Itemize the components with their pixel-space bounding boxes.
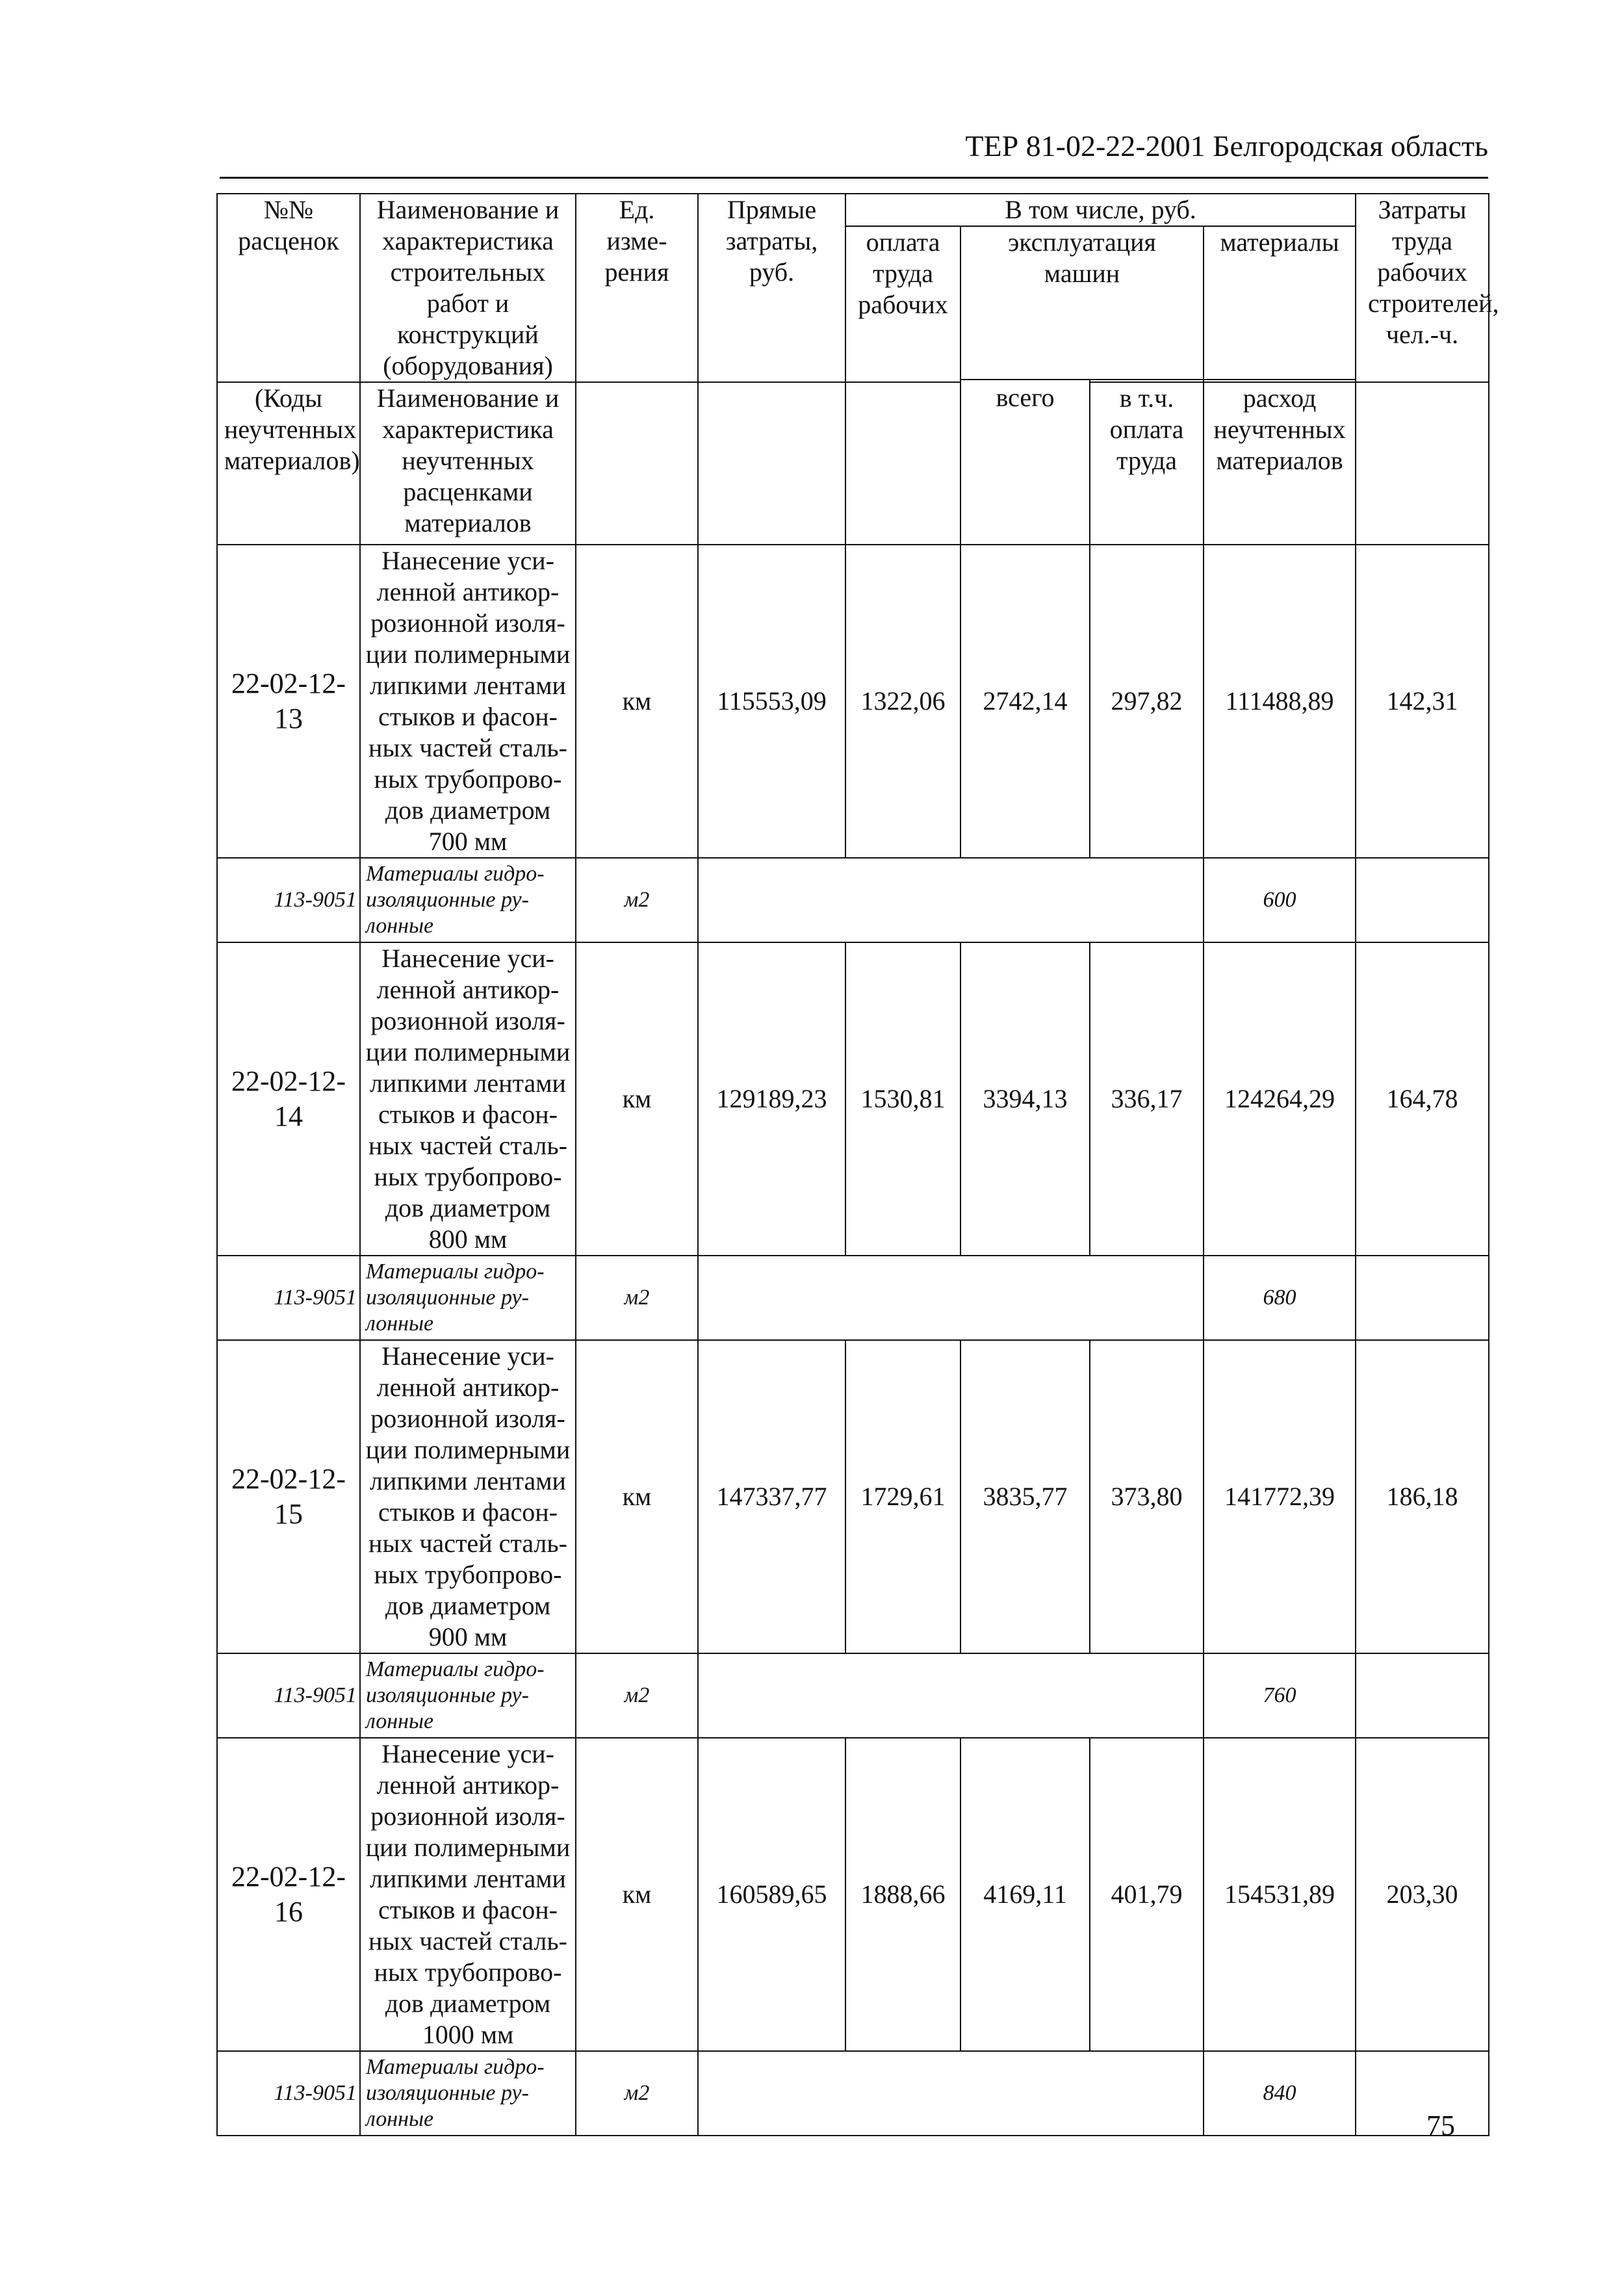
materials-cost: 154531,89 xyxy=(1204,1738,1356,2051)
text-line: изоляционные ру- xyxy=(366,2081,529,2105)
text-line: Материалы гидро- xyxy=(366,1657,545,1681)
material-blank xyxy=(698,1653,1204,1738)
materials-cost: 141772,39 xyxy=(1204,1340,1356,1653)
text-line: ленной антикор- xyxy=(376,1373,560,1402)
direct-costs: 115553,09 xyxy=(698,545,845,858)
text-line: 900 мм xyxy=(428,1622,508,1651)
text-line: розионной изоля- xyxy=(370,608,565,638)
text-line: 700 мм xyxy=(428,827,508,856)
labor-pay: 1729,61 xyxy=(845,1340,960,1653)
text-line: Материалы гидро- xyxy=(366,2055,545,2079)
header-labor-hours: Затраты труда рабочих строителей, чел.-ч. xyxy=(1356,194,1489,382)
text-line: ции полимерными xyxy=(365,1037,571,1066)
text-line: липкими лентами xyxy=(370,671,566,700)
text-line: Нанесение уси- xyxy=(381,546,554,575)
text-line: ных частей сталь- xyxy=(368,1131,567,1160)
header-rule xyxy=(220,177,1488,179)
unit: км xyxy=(576,942,698,1256)
direct-costs: 129189,23 xyxy=(698,942,845,1256)
machines-labor-pay: 336,17 xyxy=(1090,942,1204,1256)
material-code: 113-9051 xyxy=(217,858,360,942)
header-machines: эксплуатация машин xyxy=(960,226,1204,380)
material-consumption: 840 xyxy=(1204,2051,1356,2136)
material-row xyxy=(217,1653,1489,1738)
material-blank xyxy=(1356,1256,1489,1340)
unit: км xyxy=(576,1738,698,2051)
text-line: розионной изоля- xyxy=(370,1006,565,1035)
text-line: стыков и фасон- xyxy=(378,702,558,731)
text-line: лонные xyxy=(366,2107,434,2131)
unit: км xyxy=(576,545,698,858)
text-line: 14 xyxy=(274,1100,303,1132)
text-line: ленной антикор- xyxy=(376,975,560,1004)
machines-labor-pay: 297,82 xyxy=(1090,545,1204,858)
header-machines-pay: в т.ч. оплата труда xyxy=(1090,382,1204,545)
material-blank xyxy=(698,858,1204,942)
text-line: 22-02-12- xyxy=(231,1463,346,1495)
text-line: лонные xyxy=(366,1311,434,1336)
text-line: ции полимерными xyxy=(365,1435,571,1464)
text-line: розионной изоля- xyxy=(370,1404,565,1433)
labor-hours: 186,18 xyxy=(1356,1340,1489,1653)
machines-labor-pay: 401,79 xyxy=(1090,1738,1204,2051)
text-line: 15 xyxy=(274,1498,303,1530)
material-consumption: 760 xyxy=(1204,1653,1356,1738)
text-line: Материалы гидро- xyxy=(366,862,545,886)
table-body xyxy=(217,545,1489,2136)
labor-pay: 1322,06 xyxy=(845,545,960,858)
rate-code xyxy=(217,1340,360,1653)
text-line: ных трубопрово- xyxy=(374,1560,562,1589)
text-line: 1000 мм xyxy=(422,2020,514,2049)
material-unit: м2 xyxy=(576,1256,698,1340)
page-number: 75 xyxy=(1426,2110,1455,2141)
material-row xyxy=(217,2051,1489,2136)
material-code: 113-9051 xyxy=(217,1653,360,1738)
header-machines-total: всего xyxy=(960,382,1090,545)
text-line: изоляционные ру- xyxy=(366,888,529,912)
text-line: 22-02-12- xyxy=(231,667,346,699)
text-line: стыков и фасон- xyxy=(378,1100,558,1129)
text-line: Нанесение уси- xyxy=(381,1341,554,1371)
material-unit: м2 xyxy=(576,1653,698,1738)
machines-labor-pay: 373,80 xyxy=(1090,1340,1204,1653)
text-line: дов диаметром xyxy=(385,1989,551,2018)
text-line: Нанесение уси- xyxy=(381,944,554,973)
header-direct: Прямые затраты, руб. xyxy=(698,194,845,382)
labor-hours: 142,31 xyxy=(1356,545,1489,858)
header-labor-pay: оплата труда рабочих xyxy=(845,226,960,382)
machines-total: 2742,14 xyxy=(960,545,1090,858)
direct-costs: 147337,77 xyxy=(698,1340,845,1653)
labor-hours: 203,30 xyxy=(1356,1738,1489,2051)
header-code: №№ расценок xyxy=(217,194,360,382)
table-row xyxy=(217,1340,1489,1653)
labor-hours: 164,78 xyxy=(1356,942,1489,1256)
header-name: Наименование и характеристика строительных работ и конструкций (оборудования) xyxy=(360,194,576,382)
machines-total: 4169,11 xyxy=(960,1738,1090,2051)
material-blank xyxy=(698,1256,1204,1340)
header-blank xyxy=(698,382,845,545)
header-blank xyxy=(1356,382,1489,545)
text-line: ных трубопрово- xyxy=(374,1162,562,1191)
material-unit: м2 xyxy=(576,858,698,942)
header-blank xyxy=(845,382,960,545)
table-row xyxy=(217,942,1489,1256)
text-line: стыков и фасон- xyxy=(378,1497,558,1527)
header-materials: материалы xyxy=(1204,226,1356,380)
text-line: стыков и фасон- xyxy=(378,1895,558,1924)
header-materials-consumption: расход неучтенных материалов xyxy=(1204,382,1356,545)
material-consumption: 680 xyxy=(1204,1256,1356,1340)
work-name xyxy=(360,942,576,1256)
machines-total: 3835,77 xyxy=(960,1340,1090,1653)
text-line: лонные xyxy=(366,914,434,938)
material-unit: м2 xyxy=(576,2051,698,2136)
labor-pay: 1888,66 xyxy=(845,1738,960,2051)
material-name xyxy=(360,1653,576,1738)
text-line: 800 мм xyxy=(428,1224,508,1254)
text-line: розионной изоля- xyxy=(370,1802,565,1831)
header-name-unaccounted: Наименование и характеристика неучтенных расценками материалов xyxy=(360,382,576,545)
material-consumption: 600 xyxy=(1204,858,1356,942)
text-line: ленной антикор- xyxy=(376,577,560,606)
text-line: 22-02-12- xyxy=(231,1861,346,1893)
table-row xyxy=(217,545,1489,858)
material-code: 113-9051 xyxy=(217,1256,360,1340)
material-row xyxy=(217,1256,1489,1340)
material-row xyxy=(217,858,1489,942)
material-blank xyxy=(1356,2051,1489,2136)
material-name xyxy=(360,2051,576,2136)
page-header-title: ТЕР 81-02-22-2001 Белгородская область xyxy=(965,129,1488,162)
text-line: липкими лентами xyxy=(370,1466,566,1495)
material-name xyxy=(360,1256,576,1340)
material-blank xyxy=(1356,1653,1489,1738)
work-name xyxy=(360,1738,576,2051)
text-line: липкими лентами xyxy=(370,1068,566,1098)
direct-costs: 160589,65 xyxy=(698,1738,845,2051)
material-code: 113-9051 xyxy=(217,2051,360,2136)
text-line: ции полимерными xyxy=(365,640,571,669)
text-line: липкими лентами xyxy=(370,1864,566,1893)
text-line: дов диаметром xyxy=(385,1591,551,1620)
header-blank xyxy=(576,382,698,545)
text-line: дов диаметром xyxy=(385,795,551,825)
machines-total: 3394,13 xyxy=(960,942,1090,1256)
text-line: ных частей сталь- xyxy=(368,733,567,762)
text-line: ных трубопрово- xyxy=(374,764,562,794)
header-unit: Ед. изме-рения xyxy=(576,194,698,382)
material-blank xyxy=(698,2051,1204,2136)
text-line: лонные xyxy=(366,1709,434,1733)
header-including: В том числе, руб. xyxy=(845,194,1356,226)
text-line: ных частей сталь- xyxy=(368,1926,567,1956)
materials-cost: 124264,29 xyxy=(1204,942,1356,1256)
text-line: 22-02-12- xyxy=(231,1065,346,1097)
header-code-unaccounted: (Коды неучтенных материалов) xyxy=(217,382,360,545)
material-name xyxy=(360,858,576,942)
table-row xyxy=(217,1738,1489,2051)
rate-code xyxy=(217,1738,360,2051)
labor-pay: 1530,81 xyxy=(845,942,960,1256)
rate-code xyxy=(217,942,360,1256)
text-line: изоляционные ру- xyxy=(366,1683,529,1707)
material-blank xyxy=(1356,858,1489,942)
unit: км xyxy=(576,1340,698,1653)
text-line: ных трубопрово- xyxy=(374,1958,562,1987)
work-name xyxy=(360,1340,576,1653)
text-line: ных частей сталь- xyxy=(368,1529,567,1558)
materials-cost: 111488,89 xyxy=(1204,545,1356,858)
text-line: дов диаметром xyxy=(385,1193,551,1222)
text-line: ции полимерными xyxy=(365,1833,571,1862)
text-line: ленной антикор- xyxy=(376,1770,560,1800)
table-header xyxy=(217,194,1499,545)
work-name xyxy=(360,545,576,858)
text-line: 13 xyxy=(274,703,303,734)
text-line: Нанесение уси- xyxy=(381,1739,554,1768)
text-line: 16 xyxy=(274,1896,303,1928)
text-line: изоляционные ру- xyxy=(366,1286,529,1310)
rate-code xyxy=(217,545,360,858)
rates-table xyxy=(216,193,1499,2136)
text-line: Материалы гидро- xyxy=(366,1260,545,1284)
